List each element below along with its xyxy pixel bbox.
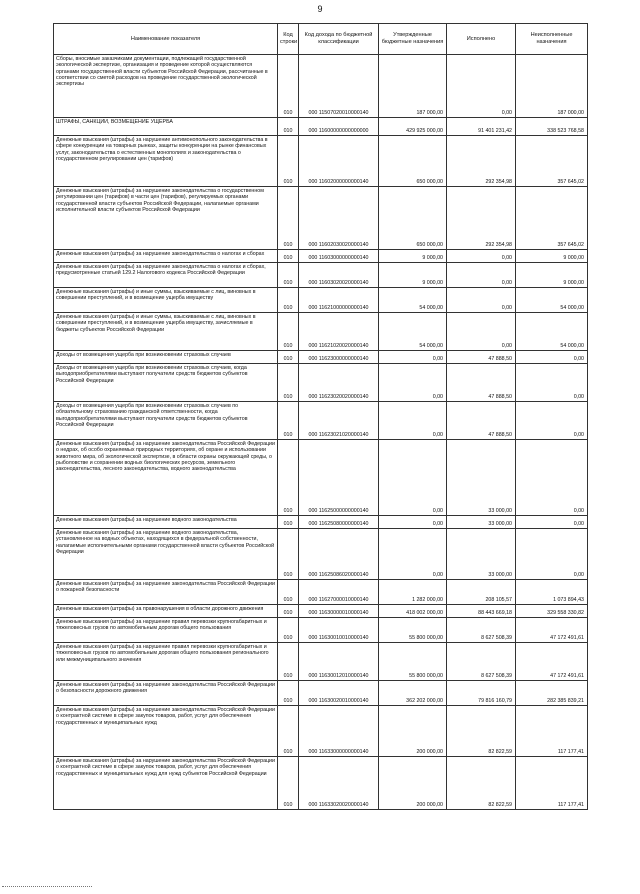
row-income-code: 000 11630000010000140 [299,605,379,618]
table-row [54,55,588,118]
row-unexecuted: 54 000,00 [516,288,588,313]
row-executed: 91 401 231,42 [447,118,516,136]
header-approved: Утвержденные бюджетные назначения [379,24,447,55]
row-income-code: 000 11623021020000140 [299,402,379,440]
row-name: ШТРАФЫ, САНКЦИИ, ВОЗМЕЩЕНИЕ УЩЕРБА [54,118,278,136]
row-approved: 0,00 [379,351,447,364]
row-unexecuted: 282 385 839,21 [516,681,588,706]
table-row [54,643,588,681]
row-executed: 0,00 [447,288,516,313]
row-approved: 0,00 [379,516,447,529]
row-approved: 54 000,00 [379,313,447,351]
row-executed: 47 888,50 [447,351,516,364]
table-row [54,187,588,250]
row-approved: 362 202 000,00 [379,681,447,706]
table-row [54,351,588,364]
row-approved: 429 925 000,00 [379,118,447,136]
row-unexecuted: 0,00 [516,529,588,580]
row-line-code: 010 [278,263,299,288]
row-line-code: 010 [278,364,299,402]
row-approved: 0,00 [379,364,447,402]
row-name: Доходы от возмещения ущерба при возникновении страховых случаев по обязательному страхованию гражданской ответственности, когда выгодоприобретателями выступают получатели средств бюджетов субъектов Российской Федерации [54,402,278,440]
row-line-code: 010 [278,643,299,681]
row-approved: 0,00 [379,440,447,516]
row-approved: 200 000,00 [379,757,447,810]
row-approved: 9 000,00 [379,263,447,288]
row-unexecuted: 338 523 768,58 [516,118,588,136]
row-executed: 292 354,98 [447,136,516,187]
table-row [54,757,588,810]
row-executed: 0,00 [447,250,516,263]
row-approved: 0,00 [379,402,447,440]
row-executed: 47 888,50 [447,402,516,440]
header-code: Код дохода по бюджетной классификации [299,24,379,55]
row-income-code: 000 11630010010000140 [299,618,379,643]
row-income-code: 000 11621000000000140 [299,288,379,313]
row-unexecuted: 0,00 [516,516,588,529]
header-line: Код строки [278,24,299,55]
row-executed: 208 105,57 [447,580,516,605]
row-line-code: 010 [278,706,299,757]
row-executed: 292 354,98 [447,187,516,250]
row-income-code: 000 11625080000000140 [299,516,379,529]
row-income-code: 000 11630020010000140 [299,681,379,706]
row-name: Денежные взыскания (штрафы) за нарушение законодательства о налогах и сборах, предусмотренные статьей 129.2 Налогового кодекса Российской Федерации [54,263,278,288]
revenue-table [53,23,588,810]
row-unexecuted: 357 645,02 [516,136,588,187]
row-name: Денежные взыскания (штрафы) за нарушение водного законодательства, установленное на водных объектах, находящихся в федеральной собственности, налагаемые исполнительными органами государственной власти субъектов Российской Федерации [54,529,278,580]
row-executed: 33 000,00 [447,440,516,516]
row-income-code: 000 11602000000000140 [299,136,379,187]
row-unexecuted: 47 172 491,61 [516,618,588,643]
header-unexecuted: Неисполненные назначения [516,24,588,55]
row-line-code: 010 [278,681,299,706]
row-name: Денежные взыскания (штрафы) за нарушение законодательства Российской Федерации о недрах, об особо охраняемых природных территориях, об охране и использовании животного мира, об экологической экспертизе, в области охраны окружающей среды, о рыболовстве и сохранении водных биологических ресурсов, земельного законодательства, лесного законодательства, водного законодательства [54,440,278,516]
row-name: Денежные взыскания (штрафы) за нарушение правил перевозки крупногабаритных и тяжеловесных грузов по автомобильным дорогам общего пользования [54,618,278,643]
row-unexecuted: 1 073 894,43 [516,580,588,605]
row-approved: 650 000,00 [379,136,447,187]
row-name: Денежные взыскания (штрафы) за нарушение законодательства о государственном регулировании цен (тарифов) в части цен (тарифов), регулируемых органами государственной власти субъектов Российской Федерации, налагаемые органами исполнительной власти субъектов Российской Федерации [54,187,278,250]
row-unexecuted: 9 000,00 [516,263,588,288]
row-approved: 55 800 000,00 [379,618,447,643]
row-unexecuted: 187 000,00 [516,55,588,118]
table-row [54,250,588,263]
row-executed: 0,00 [447,263,516,288]
row-income-code: 000 11621020020000140 [299,313,379,351]
row-executed: 79 816 160,79 [447,681,516,706]
header-name: Наименование показателя [54,24,278,55]
row-executed: 47 888,50 [447,364,516,402]
row-executed: 8 627 508,39 [447,618,516,643]
row-unexecuted: 0,00 [516,440,588,516]
row-line-code: 010 [278,187,299,250]
table-row [54,580,588,605]
row-line-code: 010 [278,250,299,263]
row-line-code: 010 [278,118,299,136]
table-row [54,706,588,757]
table-row [54,118,588,136]
footer-mark [2,886,92,890]
row-name: Денежные взыскания (штрафы) за нарушение законодательства о налогах и сборах [54,250,278,263]
row-name: Денежные взыскания (штрафы) за нарушение антимонопольного законодательства в сфере конкуренции на товарных рынках, защиты конкуренции на рынке финансовых услуг, законодательства о естественных монополиях и законодательства о государственном регулировании цен (тарифов) [54,136,278,187]
row-unexecuted: 117 177,41 [516,757,588,810]
row-income-code: 000 11630012010000140 [299,643,379,681]
row-unexecuted: 357 645,02 [516,187,588,250]
row-executed: 0,00 [447,55,516,118]
row-line-code: 010 [278,757,299,810]
row-line-code: 010 [278,580,299,605]
row-executed: 82 822,59 [447,706,516,757]
row-name: Денежные взыскания (штрафы) за нарушение водного законодательства [54,516,278,529]
row-unexecuted: 0,00 [516,402,588,440]
row-line-code: 010 [278,618,299,643]
row-executed: 8 627 508,39 [447,643,516,681]
header-executed: Исполнено [447,24,516,55]
row-income-code: 000 11625086020000140 [299,529,379,580]
row-approved: 187 000,00 [379,55,447,118]
table-row [54,263,588,288]
row-income-code: 000 11633000000000140 [299,706,379,757]
row-name: Денежные взыскания (штрафы) за нарушение правил перевозки крупногабаритных и тяжеловесных грузов по автомобильным дорогам общего пользования регионального или межмуниципального значения [54,643,278,681]
row-name: Доходы от возмещения ущерба при возникновении страховых случаев, когда выгодоприобретателями выступают получатели средств бюджетов субъектов Российской Федерации [54,364,278,402]
row-name: Доходы от возмещения ущерба при возникновении страховых случаев [54,351,278,364]
row-executed: 33 000,00 [447,516,516,529]
row-name: Денежные взыскания (штрафы) и иные суммы, взыскиваемые с лиц, виновных в совершении преступлений, и в возмещение ущерба имуществу, зачисляемые в бюджеты субъектов Российской Федерации [54,313,278,351]
table-row [54,529,588,580]
row-unexecuted: 117 177,41 [516,706,588,757]
row-income-code: 000 11625000000000140 [299,440,379,516]
row-income-code: 000 11603020020000140 [299,263,379,288]
row-income-code: 000 11633020020000140 [299,757,379,810]
row-approved: 9 000,00 [379,250,447,263]
row-income-code: 000 11603000000000140 [299,250,379,263]
row-income-code: 000 11623000000000140 [299,351,379,364]
table-row [54,605,588,618]
row-line-code: 010 [278,516,299,529]
row-executed: 0,00 [447,313,516,351]
row-unexecuted: 329 558 330,82 [516,605,588,618]
table-header-row [54,24,588,55]
row-line-code: 010 [278,351,299,364]
row-unexecuted: 0,00 [516,351,588,364]
table-row [54,618,588,643]
row-approved: 55 800 000,00 [379,643,447,681]
table-row [54,136,588,187]
row-unexecuted: 9 000,00 [516,250,588,263]
row-unexecuted: 0,00 [516,364,588,402]
row-approved: 0,00 [379,529,447,580]
row-name: Денежные взыскания (штрафы) за нарушение законодательства Российской Федерации о контрактной системе в сфере закупок товаров, работ, услуг для обеспечения государственных и муниципальных нужд для нужд субъектов Российской Федерации [54,757,278,810]
row-executed: 88 443 669,18 [447,605,516,618]
row-line-code: 010 [278,288,299,313]
row-approved: 418 002 000,00 [379,605,447,618]
row-income-code: 000 11507020010000140 [299,55,379,118]
row-line-code: 010 [278,136,299,187]
table-row [54,313,588,351]
row-name: Денежные взыскания (штрафы) за нарушение законодательства Российской Федерации о безопасности дорожного движения [54,681,278,706]
row-income-code: 000 11600000000000000 [299,118,379,136]
row-approved: 54 000,00 [379,288,447,313]
row-income-code: 000 11627000010000140 [299,580,379,605]
row-name: Денежные взыскания (штрафы) за нарушение законодательства Российской Федерации о контрактной системе в сфере закупок товаров, работ, услуг для обеспечения государственных и муниципальных нужд [54,706,278,757]
row-approved: 1 282 000,00 [379,580,447,605]
table-row [54,288,588,313]
row-line-code: 010 [278,402,299,440]
row-name: Денежные взыскания (штрафы) за правонарушения в области дорожного движения [54,605,278,618]
row-approved: 200 000,00 [379,706,447,757]
row-executed: 82 822,59 [447,757,516,810]
row-name: Сборы, вносимые заказчиками документации, подлежащей государственной экологической экспертизе, организация и проведение которой осуществляются органами государственной власти субъектов Российской Федерации, рассчитанные в соответствии со сметой расходов на проведение государственной экологической экспертизы [54,55,278,118]
row-income-code: 000 11623020020000140 [299,364,379,402]
table-row [54,681,588,706]
row-line-code: 010 [278,440,299,516]
row-name: Денежные взыскания (штрафы) за нарушение законодательства Российской Федерации о пожарной безопасности [54,580,278,605]
table-row [54,516,588,529]
row-line-code: 010 [278,605,299,618]
table-row [54,402,588,440]
table-row [54,364,588,402]
row-line-code: 010 [278,313,299,351]
row-executed: 33 000,00 [447,529,516,580]
row-unexecuted: 54 000,00 [516,313,588,351]
row-approved: 650 000,00 [379,187,447,250]
row-line-code: 010 [278,529,299,580]
row-unexecuted: 47 172 491,61 [516,643,588,681]
row-name: Денежные взыскания (штрафы) и иные суммы, взыскиваемые с лиц, виновных в совершении преступлений, и в возмещение ущерба имуществу [54,288,278,313]
table-row [54,440,588,516]
row-line-code: 010 [278,55,299,118]
row-income-code: 000 11602030020000140 [299,187,379,250]
page-number: 9 [317,4,323,14]
